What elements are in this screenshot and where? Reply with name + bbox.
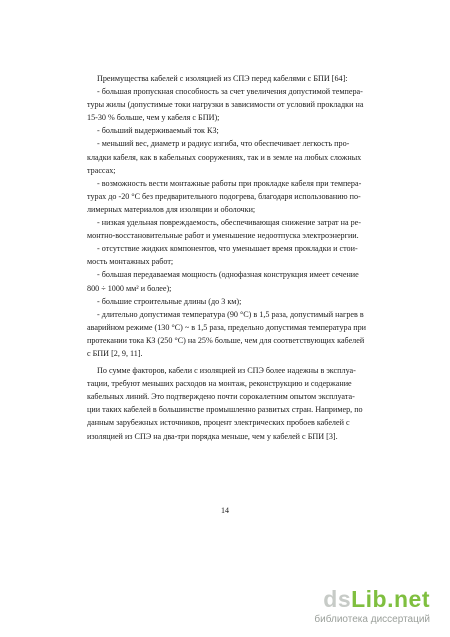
text-line: тации, требуют меньших расходов на монтаж, реконструкцию и содержание (87, 379, 352, 389)
body-text (87, 72, 377, 443)
text-line: 15-30 % больше, чем у кабеля с БПИ); (87, 113, 220, 123)
text-line: 800 ÷ 1000 мм² и более); (87, 283, 172, 293)
text-line: кабельных линий. Это подтверждено почти сорокалетним опытом эксплуата- (87, 392, 355, 402)
text-line: - большая передаваемая мощность (однофазная конструкция имеет сечение (97, 270, 359, 280)
watermark (300, 586, 440, 632)
text-line: изоляцией из СПЭ на два-три порядка меньше, чем у кабелей с БПИ [3]. (87, 431, 338, 441)
text-line: мость монтажных работ; (87, 257, 174, 267)
text-line: - длительно допустимая температура (90 °С) в 1,5 раза, допустимый нагрев в (97, 309, 364, 319)
text-line: ции таких кабелей в большинстве промышленно развитых стран. Например, по (87, 405, 363, 415)
intro-line: Преимущества кабелей с изоляцией из СПЭ перед кабелями с БПИ [64]: (97, 74, 348, 83)
text-line: По сумме факторов, кабели с изоляцией из СПЭ более надежны в эксплуа- (97, 366, 356, 376)
text-line: кладки кабеля, как в кабельных сооружениях, так и в земле на любых сложных (87, 152, 362, 162)
text-line: монтно-восстановительные работ и уменьшение недоотпуска электроэнергии. (87, 231, 359, 241)
text-line: трассах; (87, 165, 116, 175)
page-number: 14 (221, 506, 229, 515)
watermark-logo-lib: Lib.net (351, 586, 430, 612)
text-line: - больший выдерживаемый ток КЗ; (97, 126, 219, 136)
text-line: лимерных материалов для изоляции и оболочки; (87, 204, 256, 214)
text-line: - возможность вести монтажные работы при прокладке кабеля при темпера- (97, 178, 362, 188)
text-line: турах до -20 °С без предварительного подогрева, благодаря использованию по- (87, 191, 361, 201)
text-line: протекании тока КЗ (250 °С) на 25% больше, чем для соответствующих кабелей (87, 335, 365, 345)
watermark-logo-ds: ds (323, 586, 352, 612)
watermark-subtitle: библиотека диссертаций (314, 614, 430, 625)
text-line: данным зарубежных источников, процент электрических пробоев кабелей с (87, 418, 350, 428)
text-line: туры жилы (допустимые токи нагрузки в зависимости от условий прокладки на (87, 100, 364, 110)
text-line: с БПИ [2, 9, 11]. (87, 348, 143, 358)
watermark-logo (323, 586, 430, 613)
text-line: аварийном режиме (130 °С) ~ в 1,5 раза, предельно допустимая температура при (87, 322, 366, 332)
text-line: - меньший вес, диаметр и радиус изгиба, что обеспечивает легкость про- (97, 139, 350, 149)
text-line: - низкая удельная повреждаемость, обеспечивающая снижение затрат на ре- (97, 218, 361, 228)
text-line: - большая пропускная способность за счет увеличения допустимой темпера- (97, 87, 363, 97)
text-line: - отсутствие жидких компонентов, что уменьшает время прокладки и стои- (97, 244, 358, 254)
text-line: - большие строительные длины (до 3 км); (97, 296, 242, 306)
